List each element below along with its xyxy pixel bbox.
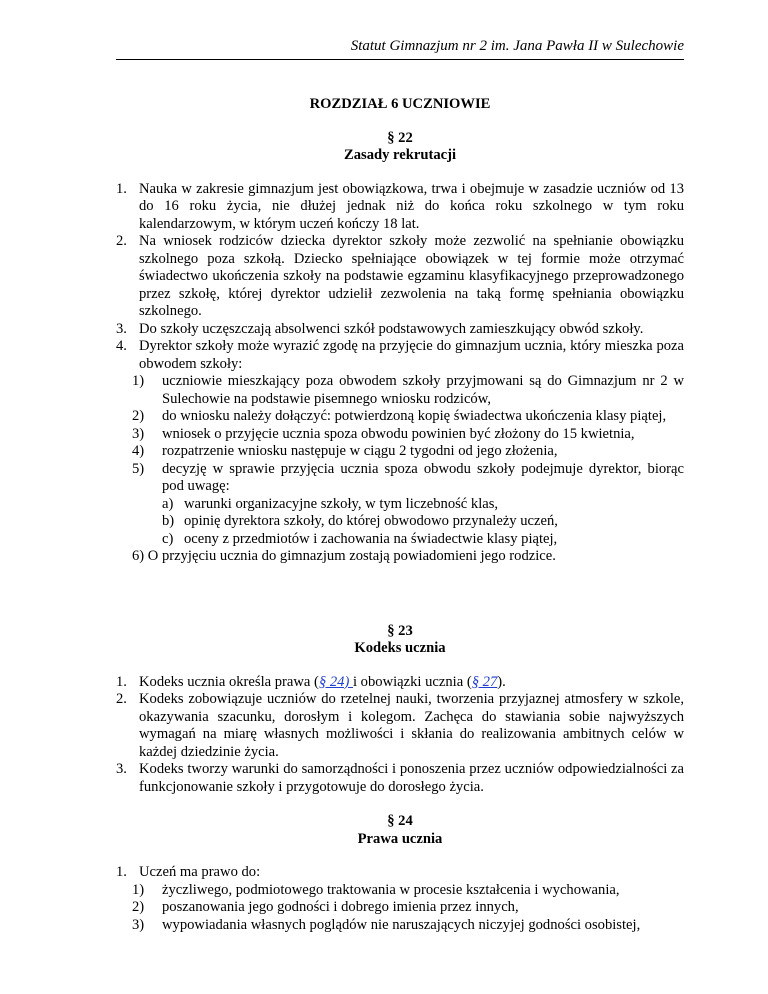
section-22-last-item: 6) O przyjęciu ucznia do gimnazjum zostają powiadomieni jego rodzice.	[132, 548, 556, 564]
section-23-title: Kodeks ucznia	[354, 640, 446, 656]
list-item: 1) życzliwego, podmiotowego traktowania w procesie kształcenia i wychowania,	[132, 881, 620, 898]
list-item: 5) decyzję w sprawie przyjęcia ucznia spoza obwodu szkoły podejmuje dyrektor, biorąc pod uwagę: a) warunki organizacyjne szkoły, w tym liczebność klas, b) opinię dyrektora szkoły, do której obwodowo przynależy uczeń, c) oceny z przedmiotów i zachowania na świadectwie klasy piątej,	[132, 460, 684, 547]
list-item: 2) do wniosku należy dołączyć: potwierdzoną kopię świadectwa ukończenia klasy piątej,	[132, 408, 667, 424]
list-item: 2. Kodeks zobowiązuje uczniów do rzetelnej nauki, tworzenia przyjaznej atmosfery w szkole, okazywania szacunku, dorosłym i kolegom. Zachęca do stawiania sobie najwyższych wymagań na miarę własnych możliwości i skłania do realizowania ambitnych celów w każdej dziedzinie życia.	[116, 691, 684, 760]
section-24-title: Prawa ucznia	[357, 830, 443, 847]
list-item: 2) poszanowania jego godności i dobrego imienia przez innych,	[132, 899, 519, 915]
list-item: c) oceny z przedmiotów i zachowania na świadectwie klasy piątej,	[162, 530, 558, 547]
list-item: 1. Uczeń ma prawo do: 1) życzliwego, podmiotowego traktowania w procesie kształcenia i wychowania, 2) poszanowania jego godności i dobrego imienia przez innych, 3) wypowiadania własnych poglądów nie naruszających niczyjej godności osobistej,	[116, 864, 684, 934]
section-24-sublist	[132, 882, 684, 935]
section-22-title: Zasady rekrutacji	[343, 147, 457, 163]
list-item: a) warunki organizacyjne szkoły, w tym liczebność klas,	[162, 495, 499, 512]
list-item: 1. Nauka w zakresie gimnazjum jest obowiązkowa, trwa i obejmuje w zasadzie uczniów od 13 do 16 roku życia, nie dłużej jednak niż do końca roku szkolnego w tym roku kalendarzowym, w którym uczeń kończy 18 lat.	[116, 180, 684, 232]
link-section-27[interactable]: § 27	[471, 673, 498, 690]
section-23-list	[116, 674, 684, 797]
section-22-number: § 22	[387, 129, 413, 146]
section-24-list	[116, 864, 684, 934]
page-header: Statut Gimnazjum nr 2 im. Jana Pawła II w Sulechowie	[350, 38, 684, 54]
list-item: 4) rozpatrzenie wniosku następuje w ciągu 2 tygodni od jego złożenia,	[132, 443, 558, 459]
list-item: 2. Na wniosek rodziców dziecka dyrektor szkoły może zezwolić na spełnianie obowiązku szkolnego poza szkołą. Dziecko spełniające obowiązek w tej formie może otrzymać świadectwo ukończenia szkoły na podstawie egzaminu klasyfikacyjnego przeprowadzonego przez szkołę, której dyrektor udzielił zezwolenia na taką formę spełniania obowiązku szkolnego.	[116, 233, 684, 319]
list-item: 4. Dyrektor szkoły może wyrazić zgodę na przyjęcie do gimnazjum ucznia, który mieszka poza obwodem szkoły: 1) uczniowie mieszkający poza obwodem szkoły przyjmowani są do Gimnazjum nr 2 w Sulechowie na podstawie pisemnego wniosku rodziców, 2) do wniosku należy dołączyć: potwierdzoną kopię świadectwa ukończenia klasy piątej, 3) wniosek o przyjęcie ucznia spoza obwodu powinien być złożony do 15 kwietnia, 4) rozpatrzenie wniosku następuje w ciągu 2 tygodni od jego złożenia, 5) decyzję w sprawie przyjęcia ucznia spoza obwodu szkoły podejmuje dyrektor, biorąc pod uwagę: a) warunki organizacyjne szkoły, w tym liczebność klas, b) opinię dyrektora szkoły, do której obwodowo przynależy uczeń, c) oceny z przedmiotów i zachowania na świadectwie klasy piątej, 6) O przyjęciu ucznia do gimnazjum zostają powiadomieni jego rodzice.	[116, 338, 684, 564]
list-item: 3) wniosek o przyjęcie ucznia spoza obwodu powinien być złożony do 15 kwietnia,	[132, 425, 635, 442]
section-22-subsublist	[162, 496, 684, 549]
list-item: 1. Kodeks ucznia określa prawa (§ 24) i obowiązki ucznia (§ 27).	[116, 673, 506, 690]
chapter-title: ROZDZIAŁ 6 UCZNIOWIE	[309, 96, 491, 112]
header-rule	[116, 59, 684, 60]
list-item: b) opinię dyrektora szkoły, do której obwodowo przynależy uczeń,	[162, 513, 558, 529]
list-item: 3) wypowiadania własnych poglądów nie naruszających niczyjej godności osobistej,	[132, 916, 641, 933]
section-22-sublist	[132, 373, 684, 548]
section-22-list	[116, 181, 684, 566]
list-item: 3. Do szkoły uczęszczają absolwenci szkół podstawowych zamieszkujący obwód szkoły.	[116, 320, 644, 337]
section-24-number: § 24	[387, 813, 413, 829]
document-body	[116, 96, 684, 934]
list-item: 3. Kodeks tworzy warunki do samorządności i ponoszenia przez uczniów odpowiedzialności za funkcjonowanie szkoły i przygotowuje do dorosłego życia.	[116, 761, 684, 795]
list-item: 1) uczniowie mieszkający poza obwodem szkoły przyjmowani są do Gimnazjum nr 2 w Sulechowie na podstawie pisemnego wniosku rodziców,	[132, 373, 684, 407]
section-23-number: § 23	[387, 622, 413, 639]
link-section-24[interactable]: § 24)	[318, 673, 353, 690]
